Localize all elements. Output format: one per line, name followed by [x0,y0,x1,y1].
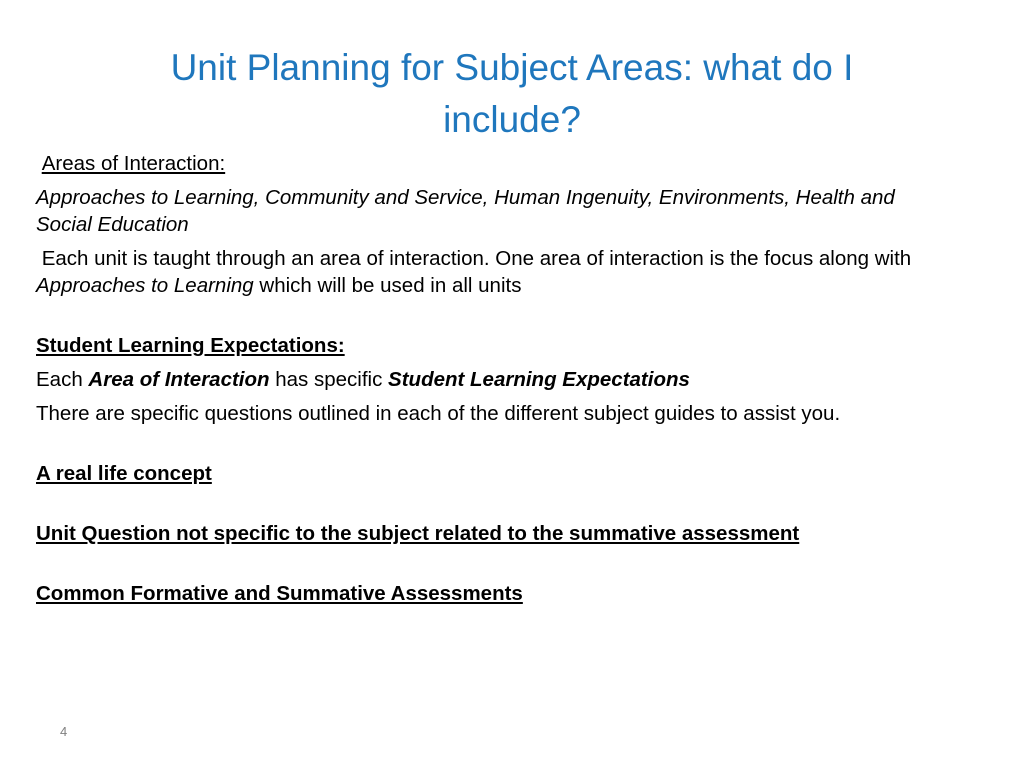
page-number: 4 [60,724,68,739]
common-assessments: Common Formative and Summative Assessments [36,582,523,605]
questions-text: There are specific questions outlined in each of the different subject guides to assist you. [36,402,841,425]
sle-text: Each Area of Interaction has specific Student Learning Expectations [36,368,690,391]
slide-title: Unit Planning for Subject Areas: what do I include? [170,47,854,140]
areas-list: Approaches to Learning, Community and Service, Human Ingenuity, Environments, Health and Social Education [36,186,895,236]
slide-body [36,150,956,607]
areas-heading: Areas of Interaction: [41,152,226,175]
unit-focus-text: Each unit is taught through an area of interaction. One area of interaction is the focus along with Approaches to Learning which will be used in all units [36,247,912,297]
unit-question: Unit Question not specific to the subject related to the summative assessment [36,522,800,545]
real-life-concept: A real life concept [36,462,212,485]
sle-heading: Student Learning Expectations: [36,334,345,357]
